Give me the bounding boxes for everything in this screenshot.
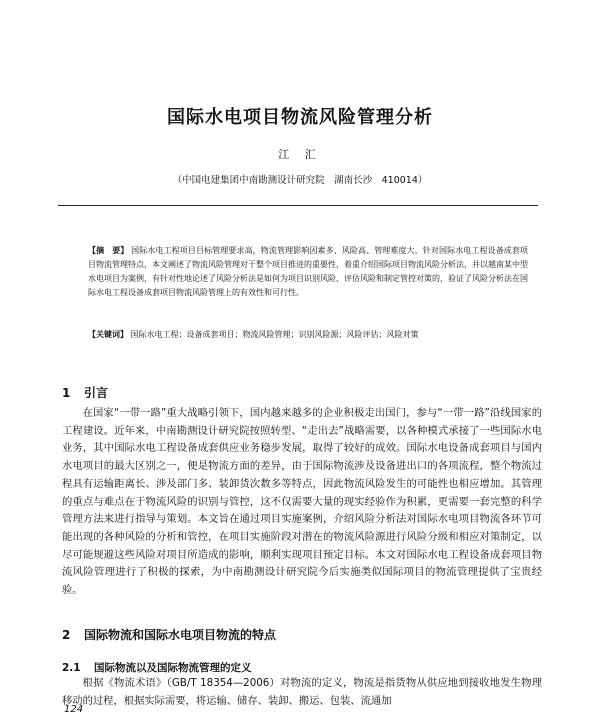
keywords-text: 国际水电工程；设备成套项目；物流风险管理；识别风险源；风险评估；风险对策	[130, 330, 419, 339]
subsection-number: 2.1	[62, 662, 81, 674]
keywords	[88, 328, 528, 342]
article-title: 国际水电项目物流风险管理分析	[167, 107, 433, 128]
subsection-heading-definition	[62, 660, 252, 675]
abstract-label: 【摘 要】	[88, 246, 129, 255]
subsection-title: 国际物流以及国际物流管理的定义	[94, 662, 252, 674]
author-name: 江 汇	[278, 148, 322, 161]
section-heading-introduction	[62, 384, 108, 401]
keywords-label: 【关键词】	[88, 330, 128, 339]
section-number: 2	[62, 628, 71, 642]
section-number: 1	[62, 386, 71, 400]
abstract	[88, 244, 528, 300]
section-title: 国际物流和国际水电项目物流的特点	[84, 628, 277, 642]
definition-paragraph: 根据《物流术语》（GB/T 18354—2006）对物流的定义，物流是指货物从供应地到接收地发生物理移动的过程，根据实际需要，将运输、储存、装卸、搬运、包装、流通加	[62, 677, 542, 707]
page-number: 124	[64, 704, 84, 715]
header-divider	[58, 205, 538, 206]
section-heading-characteristics	[62, 626, 276, 643]
abstract-text: 国际水电工程项目目标管理要求高，物流管理影响因素多、风险高、管理难度大，针对国际水电工程设备成套项目物流管理特点，本文阐述了物流风险管理对于整个项目推进的重要性，着重介绍国际项目物流风险分析法，并以越南某中型水电项目为案例，有针对性地论述了风险分析法是如何为项目识别风险、评估风险和制定管控对策的，验证了风险分析法在国际水电工程设备成套项目物流风险管理上的有效性和可行性。	[88, 246, 529, 297]
introduction-paragraph: 在国家“一带一路”重大战略引领下，国内越来越多的企业积极走出国门，参与“一带一路”沿线国家的工程建设。近年来，中南勘测设计研究院按照转型、“走出去”战略需要，以各种模式承接了一些国际水电业务，其中国际水电工程设备成套供应业务稳步发展，取得了较好的成效。国际水电设备成套项目与国内水电项目的最大区别之一，便是物流方面的差异，由于国际物流涉及设备进出口的各项流程，整个物流过程具有运输距离长、涉及部门多、装卸货次数多等特点，因此物流风险发生的可能性也相应增加。其管理的重点与难点在于物流风险的识别与管控，这不仅需要大量的现实经验作为积累，更需要一套完整的科学管理方法来进行指导与策划。本文旨在通过项目实施案例，介绍风险分析法对国际水电项目物流各环节可能出现的各种风险的分析和管控，在项目实施阶段对潜在的物流风险源进行风险分级和相应对策制定，以尽可能规避这些风险对项目所造成的影响，顺利实现项目预定目标。本文对国际水电工程设备成套项目物流风险管理进行了积极的探索，为中南勘测设计研究院今后实施类似国际项目的物流管理提供了宝贵经验。	[62, 407, 542, 597]
author-affiliation: （中国电建集团中南勘测设计研究院 湖南长沙 410014）	[172, 175, 428, 186]
section-title: 引言	[84, 386, 109, 400]
